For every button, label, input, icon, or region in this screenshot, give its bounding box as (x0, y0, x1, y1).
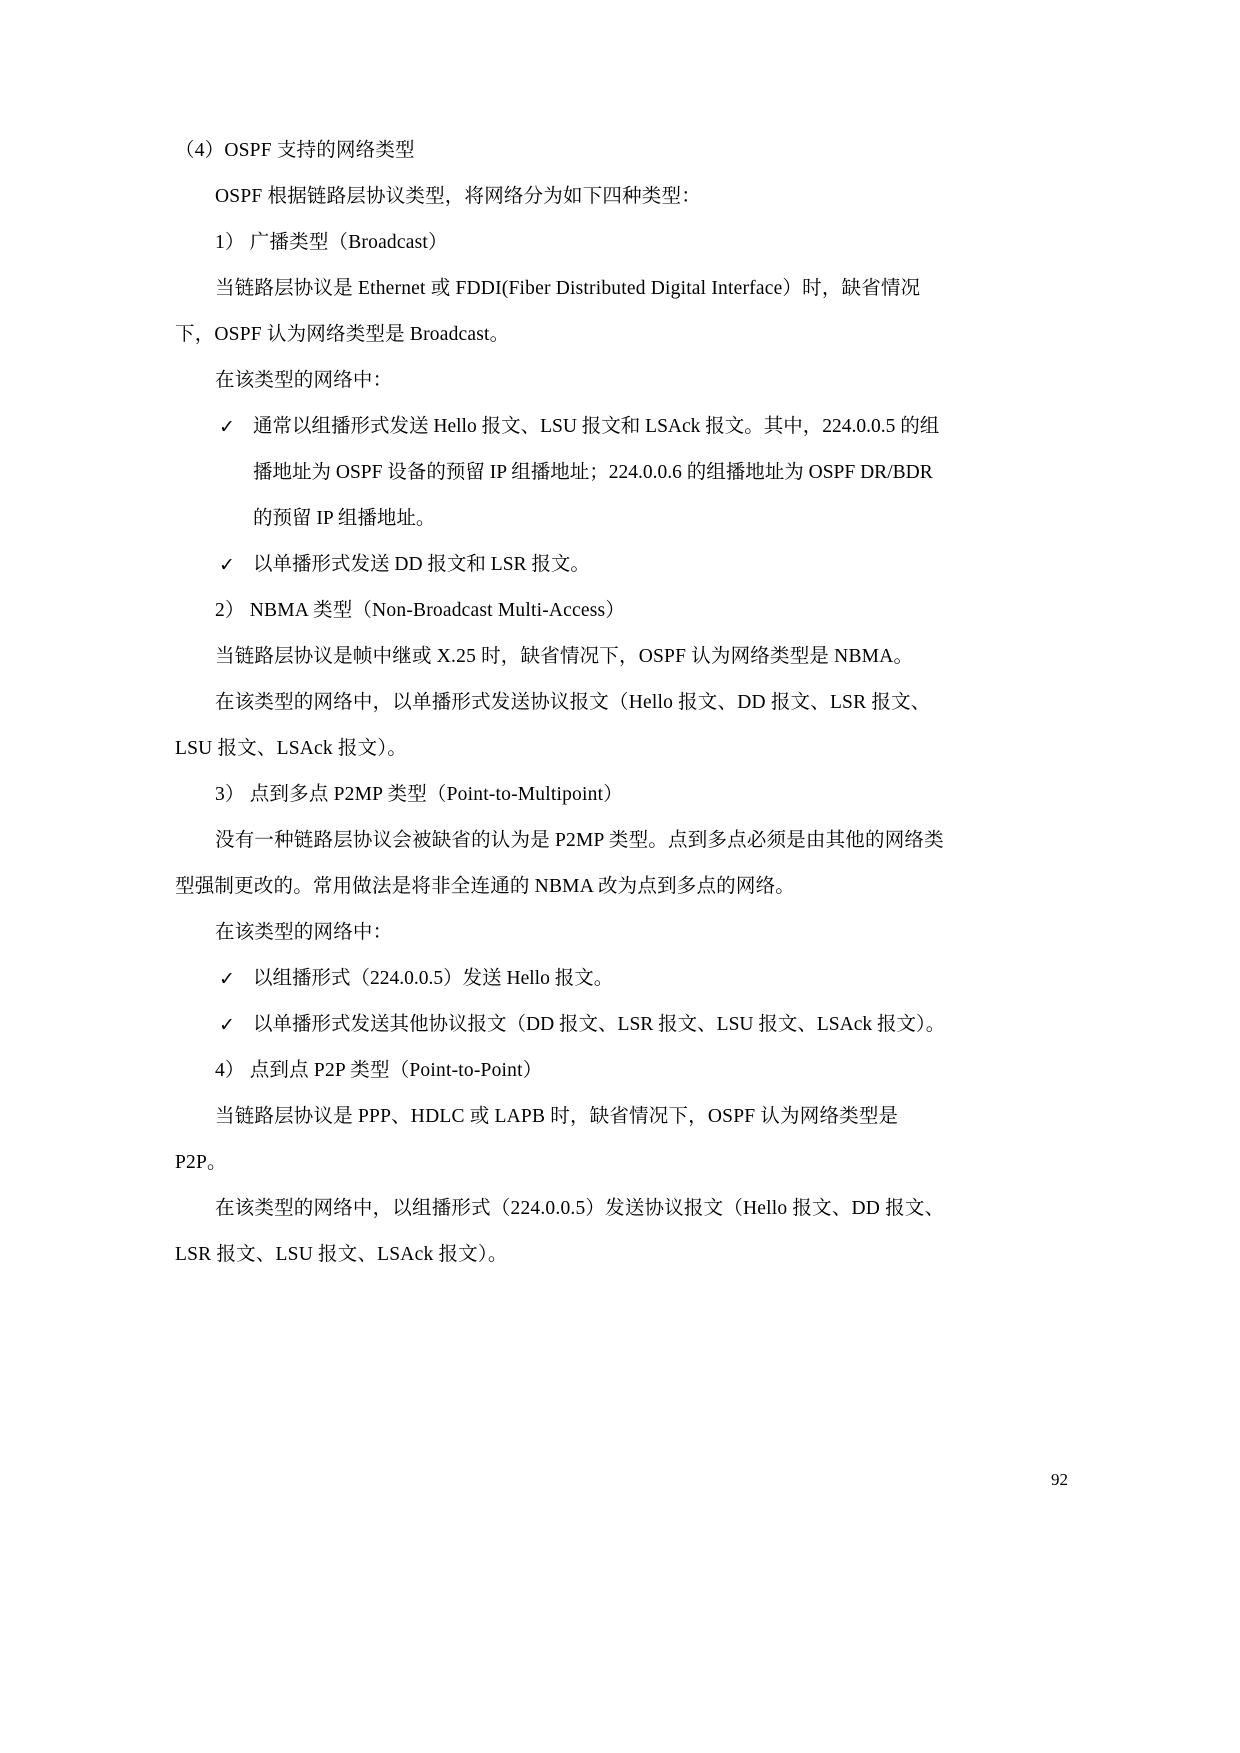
page-number: 92 (1051, 1470, 1068, 1489)
bullet-item (175, 1002, 947, 1048)
check-icon: ✓ (219, 1014, 235, 1036)
paragraph-p2mp-desc: 没有一种链路层协议会被缺省的认为是 P2MP 类型。点到多点必须是由其他的网络类型强制更改的。常用做法是将非全连通的 NBMA 改为点到多点的网络。 (175, 830, 944, 897)
paragraph-nbma-network: 在该类型的网络中，以单播形式发送协议报文（Hello 报文、DD 报文、LSR 报文、LSU 报文、LSAck 报文）。 (175, 692, 931, 759)
document-body (175, 128, 947, 1278)
paragraph-p2mp-network-lead: 在该类型的网络中： (215, 922, 393, 943)
bullet-text: 以单播形式发送其他协议报文（DD 报文、LSR 报文、LSU 报文、LSAck 报文）。 (253, 1014, 946, 1035)
bullet-text: 以单播形式发送 DD 报文和 LSR 报文。 (253, 554, 590, 575)
check-icon: ✓ (219, 554, 235, 576)
list-item-p2p-heading: 4） 点到点 P2P 类型（Point-to-Point） (215, 1060, 543, 1081)
paragraph-broadcast-desc: 当链路层协议是 Ethernet 或 FDDI(Fiber Distributed Digital Interface）时，缺省情况下，OSPF 认为网络类型是 Broadcast。 (175, 278, 921, 345)
bullet-text: 以组播形式（224.0.0.5）发送 Hello 报文。 (253, 968, 614, 989)
paragraph-nbma-desc: 当链路层协议是帧中继或 X.25 时，缺省情况下，OSPF 认为网络类型是 NBMA。 (215, 646, 914, 667)
bullet-item (175, 404, 947, 542)
paragraph-broadcast-network-lead: 在该类型的网络中： (215, 370, 393, 391)
paragraph-intro: OSPF 根据链路层协议类型，将网络分为如下四种类型： (215, 186, 701, 207)
paragraph-p2p-network: 在该类型的网络中，以组播形式（224.0.0.5）发送协议报文（Hello 报文、DD 报文、LSR 报文、LSU 报文、LSAck 报文）。 (175, 1198, 945, 1265)
check-icon: ✓ (219, 968, 235, 990)
paragraph-p2p-desc: 当链路层协议是 PPP、HDLC 或 LAPB 时，缺省情况下，OSPF 认为网络类型是 P2P。 (175, 1106, 899, 1173)
list-item-nbma-heading: 2） NBMA 类型（Non-Broadcast Multi-Access） (215, 600, 626, 621)
bullet-item (175, 542, 947, 588)
bullet-item (175, 956, 947, 1002)
list-item-p2mp-heading: 3） 点到多点 P2MP 类型（Point-to-Multipoint） (215, 784, 623, 805)
check-icon: ✓ (219, 416, 235, 438)
list-item-broadcast-heading: 1） 广播类型（Broadcast） (215, 232, 448, 253)
bullet-text: 通常以组播形式发送 Hello 报文、LSU 报文和 LSAck 报文。其中，224.0.0.5 的组播地址为 OSPF 设备的预留 IP 组播地址；224.0.0.6 的组播地址为 OSPF DR/BDR 的预留 IP 组播地址。 (253, 416, 940, 529)
section-heading: （4）OSPF 支持的网络类型 (175, 140, 415, 161)
